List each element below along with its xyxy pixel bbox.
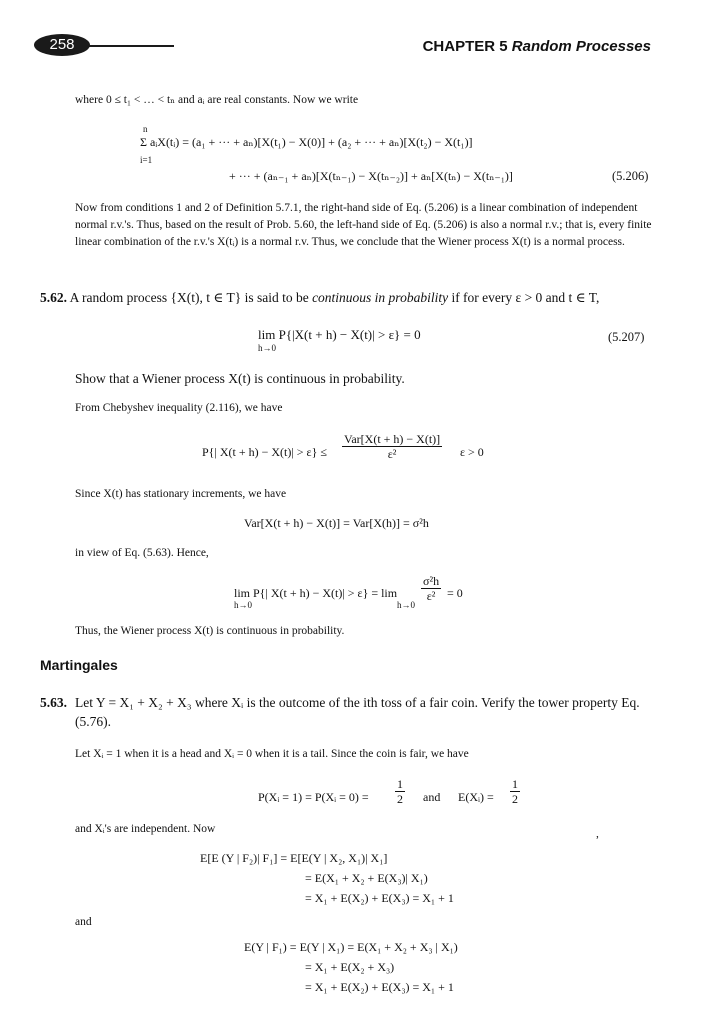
limit-subscript-1: h→0 bbox=[234, 600, 252, 610]
equation-5207: lim P{|X(t + h) − X(t)| > ε} = 0 bbox=[258, 327, 421, 342]
sum-upper-limit: n bbox=[143, 124, 148, 134]
limit-fraction bbox=[419, 574, 443, 603]
sum-lower-limit: i=1 bbox=[140, 155, 153, 165]
problem-5-63-number bbox=[40, 693, 67, 712]
problem-5-62-statement bbox=[40, 288, 599, 307]
wiener-conclusion: Thus, the Wiener process X(t) is continuous in probability. bbox=[75, 625, 345, 637]
section-heading-martingales: Martingales bbox=[40, 657, 118, 673]
stationary-increments-text: Since X(t) has stationary increments, we have bbox=[75, 488, 287, 500]
chebyshev-denominator: ε² bbox=[387, 447, 397, 461]
limit-fraction-body bbox=[421, 574, 441, 603]
chebyshev-left: P{| X(t + h) − X(t)| > ε} ≤ bbox=[202, 445, 327, 459]
variance-equation: Var[X(t + h) − X(t)] = Var[X(h)] = σ²h bbox=[244, 516, 429, 530]
paragraph-5206: Now from conditions 1 and 2 of Definition 5.7.1, the right-hand side of Eq. (5.206) is a linear combination of independent normal r.v.'s. Thus, based on the result of Prob. 5.60, the left-hand side of Eq. (5.206) is also a normal r.v.; that is, every finite linear combination of the r.v.'s X(tᵢ) is a normal r.v. Thus, we conclude that the Wiener process X(t) is a normal process. bbox=[75, 202, 652, 248]
probability-and: and bbox=[423, 790, 441, 804]
limit-equation-right: = 0 bbox=[447, 586, 463, 600]
problem-5-62-task: Show that a Wiener process X(t) is continuous in probability. bbox=[75, 371, 405, 386]
half-fraction-1 bbox=[395, 777, 405, 806]
problem-text-b: if for every ε > 0 and t ∈ T, bbox=[448, 290, 600, 305]
chebyshev-fraction-body bbox=[342, 432, 442, 461]
tower-equation-3: = X₁ + E(X₂) + E(X₃) = X₁ + 1 bbox=[305, 891, 454, 905]
limit-equation-left: lim P{| X(t + h) − X(t)| > ε} = lim bbox=[234, 586, 398, 600]
stray-mark: , bbox=[596, 828, 599, 840]
half-fraction-2 bbox=[510, 777, 520, 806]
and-connector: and bbox=[75, 916, 92, 928]
header-rule bbox=[88, 45, 174, 47]
probability-expectation: E(Xᵢ) = bbox=[458, 790, 494, 804]
problem-5-63-statement: Let Y = X₁ + X₂ + X₃ where Xᵢ is the outcome of the ith toss of a fair coin. Verify the tower property Eq. (5.76). bbox=[75, 695, 640, 729]
limit-subscript-2: h→0 bbox=[397, 600, 415, 610]
equation-5206-line2: + ··· + (aₙ₋₁ + aₙ)[X(tₙ₋₁) − X(tₙ₋₂)] + aₙ[X(tₙ) − X(tₙ₋₁)] bbox=[229, 169, 513, 183]
chebyshev-condition: ε > 0 bbox=[460, 445, 484, 459]
independence-text: and Xᵢ's are independent. Now bbox=[75, 823, 216, 835]
half-numerator-2: 1 bbox=[512, 777, 518, 791]
tower-equation-1: E[E (Y | F₂)| F₁] = E[E(Y | X₂, X₁)| X₁] bbox=[200, 851, 388, 865]
equation-5206-line1: Σ aᵢX(tᵢ) = (a₁ + ··· + aₙ)[X(t₁) − X(0)] + (a₂ + ··· + aₙ)[X(t₂) − X(t₁)] bbox=[140, 135, 473, 149]
equation-5207-subscript: h→0 bbox=[258, 343, 276, 353]
tower-equation-5: = X₁ + E(X₂ + X₃) bbox=[305, 960, 395, 974]
chapter-header bbox=[423, 38, 651, 55]
intro-line: where 0 ≤ t₁ < … < tₙ and aᵢ are real constants. Now we write bbox=[75, 94, 359, 106]
tower-equation-2: = E(X₁ + X₂ + E(X₃)| X₁) bbox=[305, 871, 428, 885]
chebyshev-fraction bbox=[340, 432, 444, 461]
probability-half-1 bbox=[393, 777, 407, 806]
equation-number-5206: (5.206) bbox=[612, 169, 649, 183]
equation-number-5207: (5.207) bbox=[608, 330, 645, 344]
limit-numerator: σ²h bbox=[423, 574, 440, 588]
chapter-label: CHAPTER 5 bbox=[422, 38, 508, 55]
chapter-title: Random Processes bbox=[511, 38, 651, 55]
probability-left: P(Xᵢ = 1) = P(Xᵢ = 0) = bbox=[258, 790, 369, 804]
coin-definition: Let Xᵢ = 1 when it is a head and Xᵢ = 0 when it is a tail. Since the coin is fair, we have bbox=[75, 748, 469, 760]
half-denominator-1: 2 bbox=[397, 792, 403, 806]
problem-number: 5.62. bbox=[40, 290, 67, 305]
page-number-badge: 258 bbox=[34, 34, 90, 56]
chebyshev-numerator: Var[X(t + h) − X(t)] bbox=[344, 432, 441, 446]
half-numerator-1: 1 bbox=[397, 777, 403, 791]
problem-text-em: continuous in probability bbox=[312, 290, 449, 305]
problem-text-a: A random process {X(t), t ∈ T} is said to be bbox=[69, 290, 313, 305]
in-view-text: in view of Eq. (5.63). Hence, bbox=[75, 547, 209, 559]
tower-equation-4: E(Y | F₁) = E(Y | X₁) = E(X₁ + X₂ + X₃ | X₁) bbox=[244, 940, 458, 954]
half-denominator-2: 2 bbox=[512, 792, 518, 806]
limit-denominator: ε² bbox=[426, 589, 436, 603]
probability-half-2 bbox=[508, 777, 522, 806]
problem-number: 5.63. bbox=[40, 695, 67, 710]
chebyshev-intro: From Chebyshev inequality (2.116), we have bbox=[75, 402, 283, 414]
tower-equation-6: = X₁ + E(X₂) + E(X₃) = X₁ + 1 bbox=[305, 980, 454, 994]
